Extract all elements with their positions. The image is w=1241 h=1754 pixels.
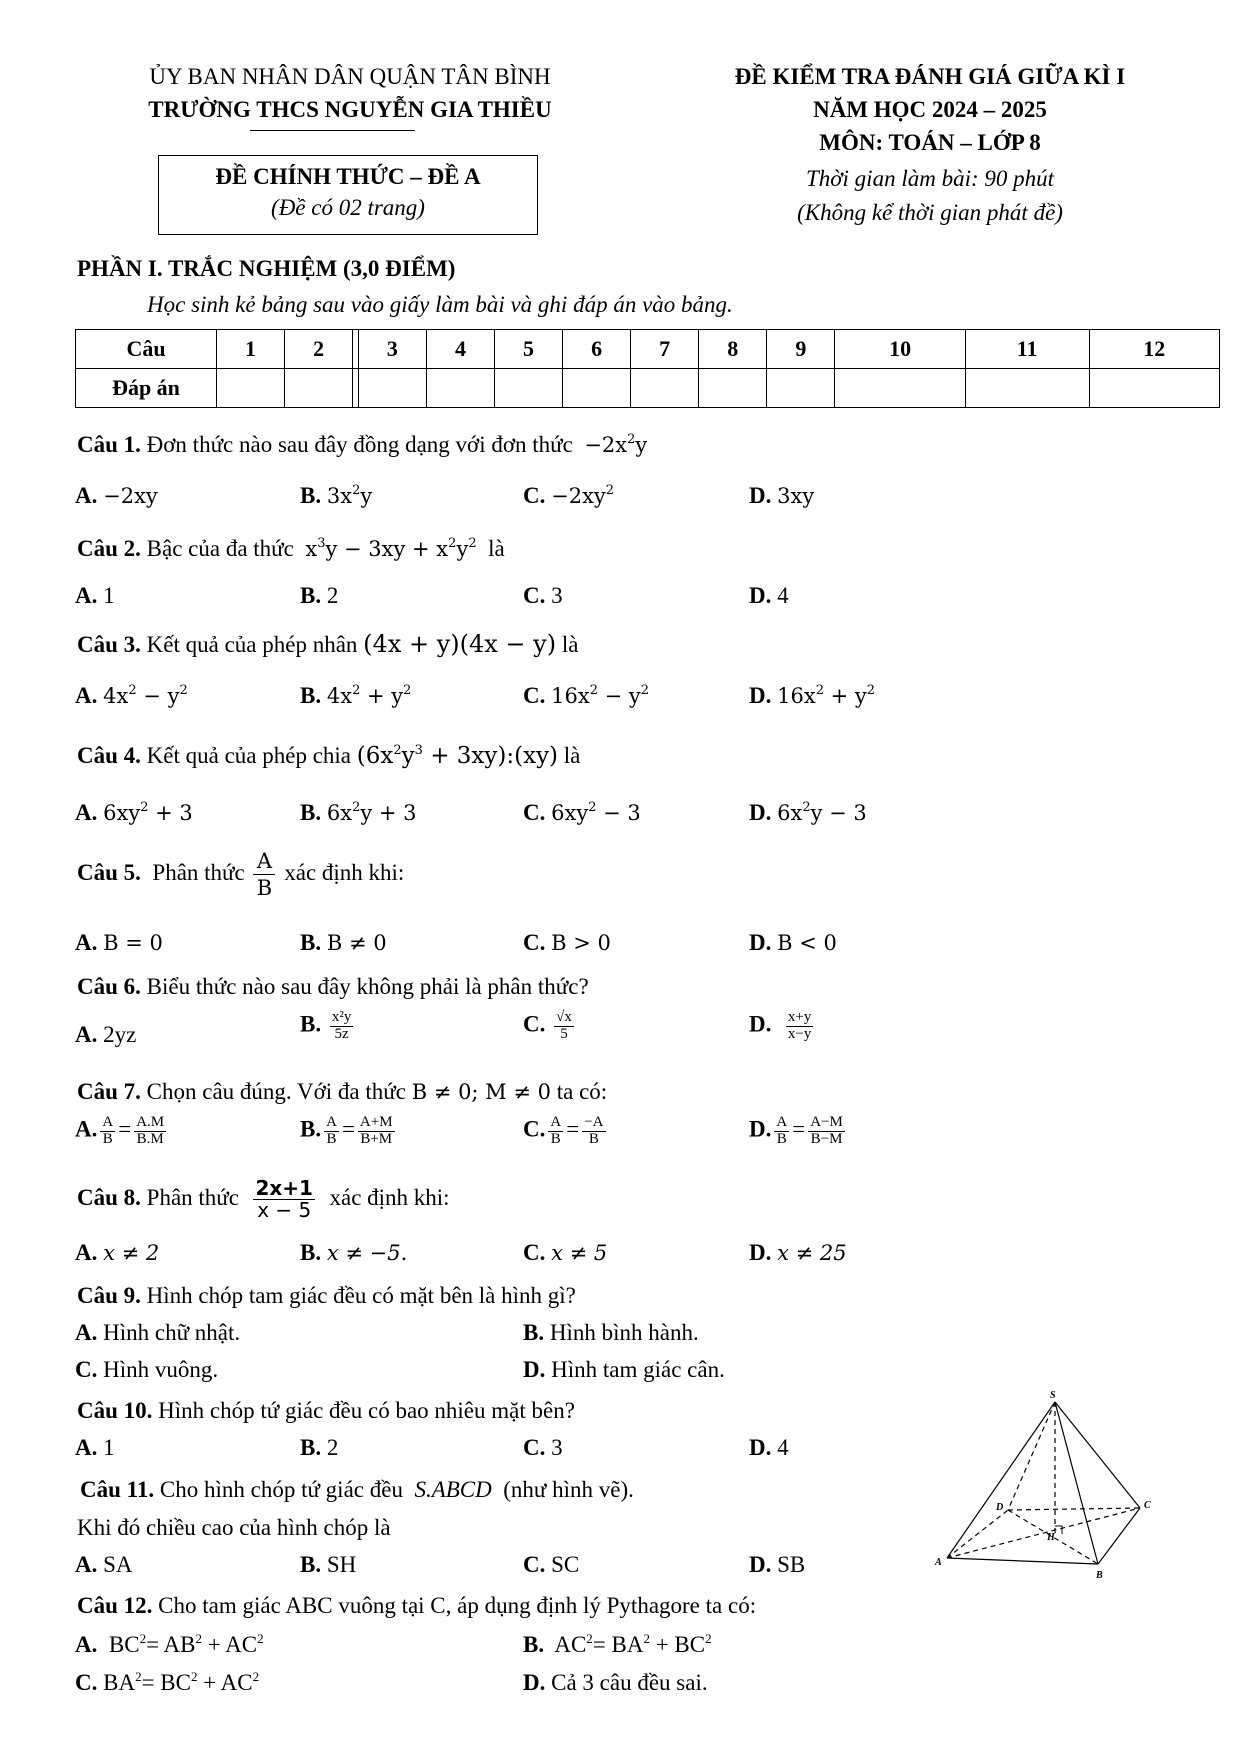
answer-table-number: 6 bbox=[563, 330, 631, 369]
label-c: C bbox=[1144, 1500, 1151, 1511]
answer-table-label: Đáp án bbox=[76, 369, 217, 408]
exam-duration: Thời gian làm bài: 90 phút bbox=[805, 166, 1055, 191]
option-b: B. B ≠ 0 bbox=[300, 930, 387, 955]
option-a: A. $\frac{A}{B}$ = $\frac{A.M}{B.M}$ bbox=[75, 1114, 165, 1147]
option-a: A. −2xy bbox=[75, 483, 158, 508]
edge-sb bbox=[1055, 1402, 1098, 1564]
option-c: C. SC bbox=[523, 1552, 580, 1577]
option-d: D. B < 0 bbox=[749, 930, 837, 955]
answer-table-header-row bbox=[76, 330, 1220, 369]
official-title: ĐỀ CHÍNH THỨC – ĐỀ A bbox=[215, 164, 481, 189]
option-d: D. x ≠ 25 bbox=[749, 1240, 847, 1265]
edge-sd bbox=[1008, 1402, 1055, 1510]
question-label: Câu 1. bbox=[77, 432, 141, 457]
label-s: S bbox=[1050, 1390, 1056, 1401]
option-d: D. 4 bbox=[749, 1435, 789, 1460]
subject: MÔN: TOÁN – LỚP 8 bbox=[819, 130, 1041, 155]
answer-table-number: 8 bbox=[699, 330, 767, 369]
answer-table-number: 1 bbox=[217, 330, 285, 369]
school-name: TRƯỜNG THCS NGUYỄN GIA THIỀU bbox=[148, 97, 552, 122]
answer-table bbox=[75, 329, 1220, 408]
label-a: A bbox=[935, 1557, 942, 1568]
question-text: Đơn thức nào sau đây đồng dạng với đơn thức bbox=[146, 432, 573, 457]
option-d: D. 3xy bbox=[749, 483, 815, 508]
answer-cell bbox=[285, 369, 353, 408]
option-d: D. $\frac{A}{B}$ = $\frac{A-M}{B-M}$ bbox=[749, 1114, 843, 1147]
answer-table-number: 3 bbox=[358, 330, 426, 369]
option-a: A. B = 0 bbox=[75, 930, 163, 955]
question-6: Câu 6. Biểu thức nào sau đây không phải là phân thức? bbox=[77, 974, 589, 999]
option-c: C. Hình vuông. bbox=[75, 1357, 219, 1382]
question-2: Câu 2. Bậc của đa thức $x^3y - 3xy + x^2y^2$ là bbox=[77, 536, 505, 561]
option-d: D. Hình tam giác cân. bbox=[523, 1357, 725, 1382]
fraction: $\frac{x+y}{x-y}$ bbox=[787, 1009, 812, 1042]
answer-cell bbox=[699, 369, 767, 408]
option-b: B. x ≠ −5. bbox=[300, 1240, 408, 1265]
label-b: B bbox=[1096, 1570, 1103, 1581]
answer-table-number: 7 bbox=[631, 330, 699, 369]
question-9: Câu 9. Hình chóp tam giác đều có mặt bên là hình gì? bbox=[77, 1283, 576, 1308]
option-d: D. SB bbox=[749, 1552, 806, 1577]
question-11: Câu 11. Cho hình chóp tứ giác đều S.ABCD (như hình vẽ). bbox=[80, 1477, 634, 1502]
option-b: B. $AC^2= BA^2 + BC^2$ bbox=[523, 1631, 712, 1657]
answer-table-number: 9 bbox=[767, 330, 835, 369]
section-title: PHẦN I. TRẮC NGHIỆM (3,0 ĐIỂM) bbox=[77, 256, 456, 281]
pyramid-figure bbox=[930, 1388, 1170, 1588]
option-b: B. $\frac{A}{B}$ = $\frac{A+M}{B+M}$ bbox=[300, 1114, 393, 1147]
exam-title: ĐỀ KIỂM TRA ĐÁNH GIÁ GIỮA KÌ I bbox=[734, 64, 1126, 89]
page-count: (Đề có 02 trang) bbox=[271, 195, 425, 220]
option-b: B. 2 bbox=[300, 583, 339, 608]
answer-cell bbox=[494, 369, 562, 408]
answer-cell bbox=[965, 369, 1089, 408]
option-d: D. $\frac{x+y}{x-y}$ bbox=[749, 1009, 812, 1042]
answer-table-number: 4 bbox=[426, 330, 494, 369]
option-a: A. 2yz bbox=[75, 1022, 137, 1047]
section-instruction: Học sinh kẻ bảng sau vào giấy làm bài và ghi đáp án vào bảng. bbox=[147, 292, 733, 317]
answer-cell bbox=[1089, 369, 1220, 408]
option-b: B. 2 bbox=[300, 1435, 339, 1460]
answer-table-number: 10 bbox=[835, 330, 965, 369]
edge-dc bbox=[1008, 1508, 1140, 1510]
question-1 bbox=[77, 432, 647, 458]
option-c: C. $-2xy^2$ bbox=[523, 483, 615, 508]
answer-cell bbox=[358, 369, 426, 408]
option-a: A. Hình chữ nhật. bbox=[75, 1320, 241, 1345]
fraction: $\frac{\text{x²y}}{5z}$ bbox=[331, 1009, 352, 1042]
answer-table-answer-row bbox=[76, 369, 1220, 408]
official-box bbox=[158, 155, 538, 235]
label-d: D bbox=[996, 1502, 1004, 1513]
question-4: Câu 4. Kết quả của phép chia ($6x^2y^3$ + 3xy):(xy) là bbox=[77, 743, 581, 769]
answer-table-number: 12 bbox=[1089, 330, 1220, 369]
answer-cell bbox=[631, 369, 699, 408]
option-b: B. $3x^2y$ bbox=[300, 483, 373, 508]
edge-ad bbox=[947, 1510, 1008, 1558]
option-a: A. $6xy^2 + 3$ bbox=[75, 800, 193, 825]
answer-cell bbox=[217, 369, 285, 408]
option-c: C. $\frac{√x}{5}$ bbox=[523, 1009, 572, 1042]
option-b: B. Hình bình hành. bbox=[523, 1320, 699, 1345]
answer-table-number: 11 bbox=[965, 330, 1089, 369]
option-d: D. Cả 3 câu đều sai. bbox=[523, 1670, 708, 1695]
answer-cell bbox=[835, 369, 965, 408]
option-a: A. 1 bbox=[75, 1435, 115, 1460]
question-5: Câu 5. Phân thức $\frac{A}{B}$ xác định khi: bbox=[77, 849, 405, 901]
option-b: B. SH bbox=[300, 1552, 357, 1577]
authority-name: ỦY BAN NHÂN DÂN QUẬN TÂN BÌNH bbox=[149, 64, 551, 89]
option-c: C. $\frac{A}{B}$ = $\frac{-A}{B}$ bbox=[523, 1114, 604, 1147]
edge-sc bbox=[1055, 1402, 1140, 1508]
school-underline bbox=[250, 130, 415, 131]
option-d: D. $16x^2 + y^2$ bbox=[749, 683, 876, 708]
option-c: C. $BA^2= BC^2 + AC^2$ bbox=[75, 1669, 260, 1695]
fraction: $\frac{√x}{5}$ bbox=[556, 1009, 572, 1042]
option-a: A. 1 bbox=[75, 583, 115, 608]
option-c: C. $6xy^2 - 3$ bbox=[523, 800, 641, 825]
question-12: Câu 12. Cho tam giác ABC vuông tại C, áp dụng định lý Pythagore ta có: bbox=[77, 1593, 757, 1618]
option-c: C. 3 bbox=[523, 583, 563, 608]
option-c: C. $16x^2 - y^2$ bbox=[523, 683, 650, 708]
option-a: A. $4x^2 - y^2$ bbox=[75, 683, 188, 708]
fraction: $\frac{A}{B}$ bbox=[253, 850, 275, 899]
duration-note: (Không kể thời gian phát đề) bbox=[797, 200, 1063, 225]
question-10: Câu 10. Hình chóp tứ giác đều có bao nhiêu mặt bên? bbox=[77, 1398, 575, 1423]
answer-table-number: 5 bbox=[494, 330, 562, 369]
answer-cell bbox=[563, 369, 631, 408]
answer-table-label: Câu bbox=[76, 330, 217, 369]
option-a: A. SA bbox=[75, 1552, 133, 1577]
question-11-line2: Khi đó chiều cao của hình chóp là bbox=[77, 1515, 391, 1540]
school-year: NĂM HỌC 2024 – 2025 bbox=[813, 97, 1047, 122]
question-3: Câu 3. Kết quả của phép nhân (4x + y)(4x − y) là bbox=[77, 630, 579, 658]
answer-cell bbox=[426, 369, 494, 408]
expr: $-2x^2y$ bbox=[584, 432, 648, 457]
option-d: D. 4 bbox=[749, 583, 789, 608]
edge-bc bbox=[1098, 1508, 1140, 1564]
question-8: Câu 8. Phân thức $\frac{2x+1}{x - 5}$ xác định khi: bbox=[77, 1176, 450, 1222]
fraction: $\frac{2x+1}{x - 5}$ bbox=[255, 1176, 313, 1222]
question-7: Câu 7. Chọn câu đúng. Với đa thức B ≠ 0; M ≠ 0 ta có: bbox=[77, 1079, 608, 1104]
option-c: C. x ≠ 5 bbox=[523, 1240, 608, 1265]
option-b: B. $6x^2y + 3$ bbox=[300, 800, 417, 825]
answer-cell bbox=[767, 369, 835, 408]
answer-table-number: 2 bbox=[285, 330, 353, 369]
option-b: B. $4x^2 + y^2$ bbox=[300, 683, 412, 708]
option-a: A. $BC^2= AB^2 + AC^2$ bbox=[75, 1631, 264, 1657]
label-h: H bbox=[1047, 1532, 1055, 1543]
option-d: D. $6x^2y - 3$ bbox=[749, 800, 867, 825]
edge-ab bbox=[947, 1558, 1098, 1564]
option-b: B. $\frac{\text{x²y}}{5z}$ bbox=[300, 1009, 352, 1042]
option-c: C. B > 0 bbox=[523, 930, 611, 955]
option-a: A. x ≠ 2 bbox=[75, 1240, 160, 1265]
option-c: C. 3 bbox=[523, 1435, 563, 1460]
